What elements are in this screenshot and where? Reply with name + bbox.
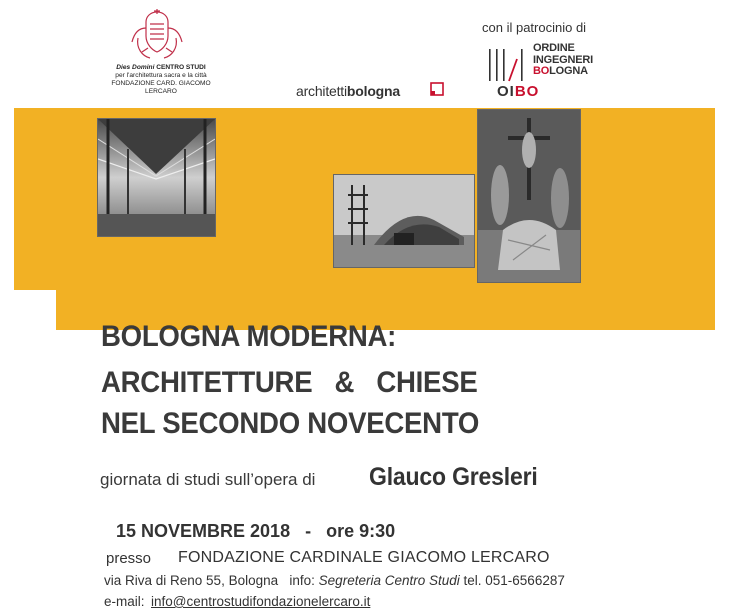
- title-line-3: NEL SECONDO NOVECENTO: [101, 407, 480, 440]
- photo-crucifix-sculpture: [477, 109, 581, 283]
- event-venue: FONDAZIONE CARDINALE GIACOMO LERCARO: [178, 549, 550, 566]
- organization-name: Dies Domini CENTRO STUDI per l'architettura sacra e la città FONDAZIONE CARD. GIACOMO LERCARO: [111, 64, 211, 95]
- email-link[interactable]: info@centrostudifondazionelercaro.it: [151, 594, 371, 609]
- photo-church-exterior: [333, 174, 475, 268]
- white-notch-decoration: [0, 290, 56, 346]
- event-date-time: 15 NOVEMBRE 2018 - ore 9:30: [116, 521, 396, 541]
- event-address-info: via Riva di Reno 55, Bologna info: Segreteria Centro Studi tel. 051-6566287: [104, 573, 565, 588]
- oibo-logo-text: OIBO: [497, 83, 540, 100]
- fondazione-seal-logo: [128, 8, 186, 60]
- architetti-square-icon: [430, 82, 444, 96]
- presso-label: presso: [106, 550, 152, 567]
- architetti-bologna-logo: architettibologna: [296, 83, 400, 99]
- photo-church-interior: [97, 118, 216, 237]
- patronage-label: con il patrocinio di: [482, 20, 587, 35]
- author-name: Glauco Gresleri: [369, 463, 538, 491]
- title-line-1: BOLOGNA MODERNA:: [101, 320, 397, 353]
- subtitle: giornata di studi sull’opera di: [100, 470, 316, 489]
- ordine-ingegneri-text: ORDINE INGEGNERI BOLOGNA: [533, 42, 593, 77]
- email-label: e-mail:: [104, 594, 145, 609]
- title-line-2: ARCHITETTURE & CHIESE: [101, 366, 478, 399]
